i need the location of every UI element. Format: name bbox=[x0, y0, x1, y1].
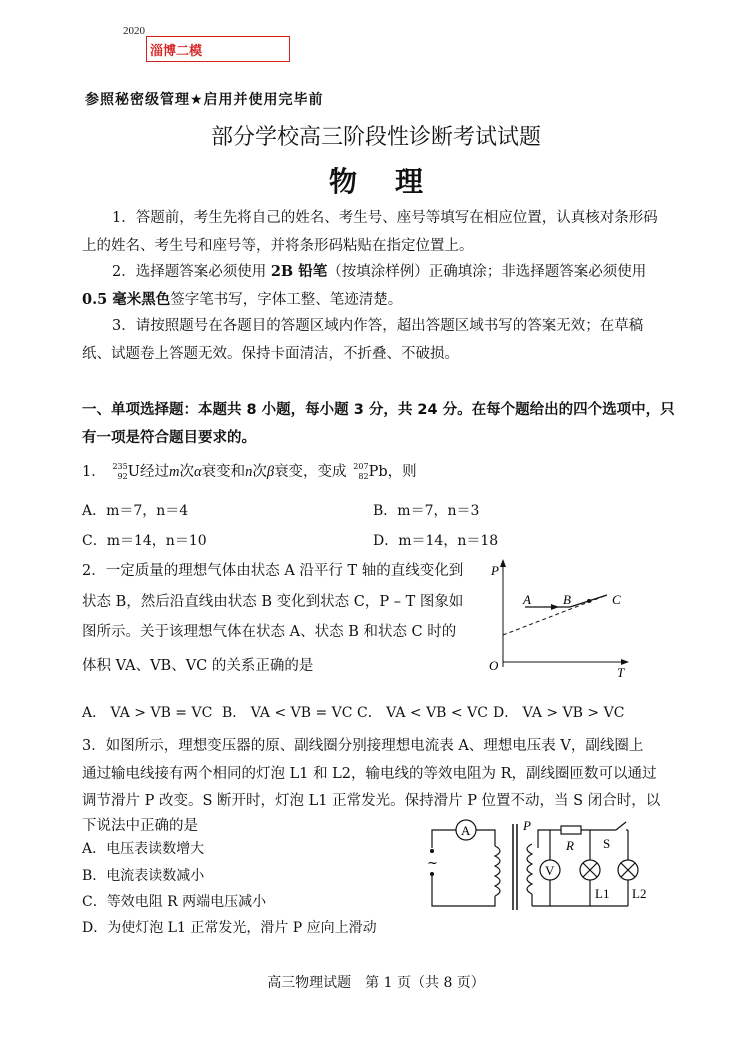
q1-option-a: A．m＝7，n＝4 bbox=[82, 503, 189, 519]
q2-option-c: C． VA < VB < VC bbox=[357, 705, 488, 721]
exam-title: 部分学校高三阶段性诊断考试试题 bbox=[210, 125, 541, 150]
lamp-l1-label: L1 bbox=[595, 886, 610, 901]
label-o: O bbox=[489, 658, 499, 673]
q2-line-1: 2．一定质量的理想气体由状态 A 沿平行 T 轴的直线变化到 bbox=[82, 563, 464, 579]
q1-option-c: C．m＝14，n＝10 bbox=[82, 533, 207, 549]
primary-bottom-wire bbox=[432, 876, 495, 906]
ac-terminal-bottom bbox=[430, 872, 434, 876]
q2-option-b: B． VA < VB = VC bbox=[222, 705, 353, 721]
page-footer: 高三物理试题 第 1 页（共 8 页） bbox=[267, 975, 485, 991]
u-mass: 235 bbox=[112, 462, 128, 471]
label-c: C bbox=[612, 592, 621, 607]
dashed-line bbox=[503, 595, 607, 635]
question-1 bbox=[82, 460, 417, 481]
q3-option-d: D．为使灯泡 L1 正常发光，滑片 P 应向上滑动 bbox=[82, 920, 377, 936]
q3-option-a: A．电压表读数增大 bbox=[82, 841, 205, 857]
stamp-text: 淄博二模 bbox=[150, 44, 203, 59]
q3-line-1: 3．如图所示，理想变压器的原、副线圈分别接理想电流表 A、理想电压表 V，副线圈上 bbox=[82, 738, 644, 754]
slider-p-label: P bbox=[523, 818, 531, 833]
q2-line-4: 体积 VA、VB、VC 的关系正确的是 bbox=[82, 658, 314, 674]
switch-s bbox=[616, 822, 626, 830]
q1-number: 1． bbox=[82, 464, 106, 480]
subject-title: 物理 bbox=[328, 165, 461, 198]
pb-atomic-number: 82 bbox=[358, 472, 369, 481]
resistor-r-label: R bbox=[566, 838, 574, 853]
q1-text6: ，则 bbox=[387, 464, 417, 480]
label-p: P bbox=[491, 563, 499, 578]
q1-m: m bbox=[168, 464, 180, 480]
q1-option-d: D．m＝14，n＝18 bbox=[373, 533, 499, 549]
q3-line-4: 下说法中正确的是 bbox=[82, 818, 198, 834]
secrecy-notice: 参照秘密级管理★启用并使用完毕前 bbox=[85, 92, 324, 108]
primary-right-wire bbox=[476, 830, 495, 846]
ac-source-label: ~ bbox=[427, 856, 438, 871]
q1-text2: 次 bbox=[179, 464, 194, 480]
instruction-1: 1．答题前，考生先将自己的姓名、考生号、座号等填写在相应位置，认真核对条形码上的姓名、考生号和座号等，并将条形码粘贴在指定位置上。 bbox=[82, 210, 658, 254]
ac-terminal-top bbox=[430, 849, 434, 853]
label-a: A bbox=[523, 592, 531, 607]
q3-option-b: B．电流表读数减小 bbox=[82, 868, 205, 884]
q1-text3: 衰变和 bbox=[201, 464, 246, 480]
arrow-bc bbox=[587, 599, 591, 603]
instruction-2-part1: 2．选择题答案必须使用 bbox=[112, 264, 271, 280]
primary-top-wire bbox=[432, 830, 456, 848]
q3-line-2: 通过输电线接有两个相同的灯泡 L1 和 L2，输电线的等效电阻为 R，副线圈匝数可以通过 bbox=[82, 766, 657, 782]
pb-isotope bbox=[347, 463, 369, 481]
q1-text4: 次 bbox=[252, 464, 267, 480]
pb-symbol: Pb bbox=[368, 464, 388, 480]
q1-option-b: B．m＝7，n＝3 bbox=[373, 503, 480, 519]
q2-line-2: 状态 B，然后沿直线由状态 B 变化到状态 C，P – T 图象如 bbox=[82, 594, 464, 610]
q1-text5: 衰变，变成 bbox=[274, 464, 347, 480]
label-b: B bbox=[563, 592, 571, 607]
instruction-3: 3．请按照题号在各题目的答题区域内作答，超出答题区域书写的答案无效；在草稿纸、试题卷上答题无效。保持卡面清洁，不折叠、不破损。 bbox=[82, 318, 644, 362]
ammeter-label: A bbox=[461, 823, 471, 838]
instruction-2-bold2: 0.5 毫米黑色 bbox=[82, 291, 171, 308]
q1-beta: β bbox=[266, 464, 275, 480]
arrow-ab bbox=[551, 604, 559, 610]
q3-option-c: C．等效电阻 R 两端电压减小 bbox=[82, 894, 267, 910]
q1-alpha: α bbox=[193, 464, 202, 480]
instruction-2-part2: （按填涂样例）正确填涂；非选择题答案必须使用 bbox=[327, 264, 647, 280]
instruction-2 bbox=[82, 258, 672, 314]
instruction-2-bold1: 2B 铅笔 bbox=[270, 263, 328, 280]
q2-option-a: A． VA > VB = VC bbox=[82, 705, 213, 721]
pt-graph bbox=[485, 555, 635, 680]
source-stamp bbox=[146, 36, 290, 62]
q2-option-d: D． VA > VB > VC bbox=[493, 705, 625, 721]
q2-line-3: 图所示。关于该理想气体在状态 A、状态 B 和状态 C 时的 bbox=[82, 624, 457, 640]
switch-s-label: S bbox=[603, 836, 611, 851]
label-t: T bbox=[617, 665, 625, 680]
secondary-coil bbox=[527, 844, 532, 894]
q3-line-3: 调节滑片 P 改变。S 断开时，灯泡 L1 正常发光。保持滑片 P 位置不动，当 S 闭合时，以 bbox=[82, 793, 661, 809]
transformer-circuit bbox=[420, 818, 670, 918]
q1-n: n bbox=[245, 464, 253, 480]
q1-text1: 经过 bbox=[139, 464, 169, 480]
primary-coil bbox=[495, 846, 500, 896]
u-isotope bbox=[106, 463, 128, 481]
lamp-l2-label: L2 bbox=[632, 886, 647, 901]
resistor-r bbox=[561, 826, 581, 834]
voltmeter-label: V bbox=[545, 863, 555, 878]
slider-p bbox=[538, 830, 550, 848]
u-atomic-number: 92 bbox=[117, 472, 128, 481]
p-axis-arrow bbox=[500, 559, 506, 567]
section-1-heading: 一、单项选择题：本题共 8 小题，每小题 3 分，共 24 分。在每个题给出的四个选项中，只有一项是符合题目要求的。 bbox=[82, 402, 675, 446]
instruction-2-part3: 签字笔书写，字体工整、笔迹清楚。 bbox=[170, 292, 403, 308]
pb-mass: 207 bbox=[353, 462, 369, 471]
year-label: 2020 bbox=[123, 25, 145, 37]
u-symbol: U bbox=[127, 464, 140, 480]
